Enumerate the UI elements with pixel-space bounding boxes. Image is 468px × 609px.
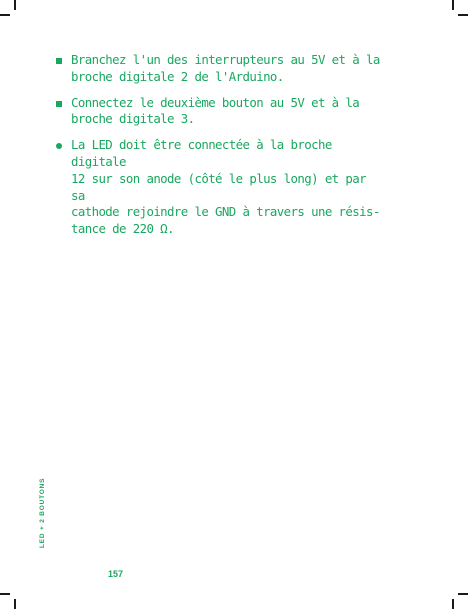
crop-mark-top-right-h [458, 14, 468, 16]
crop-mark-top-left-v [14, 0, 16, 10]
bullet-text-line: La LED doit être connectée à la broche digitale [71, 137, 339, 169]
list-item [56, 52, 386, 86]
crop-mark-top-right-v [452, 0, 454, 10]
page-number: 157 [108, 569, 124, 579]
crop-mark-bottom-left-v [14, 599, 16, 609]
crop-mark-bottom-left-h [0, 593, 10, 595]
running-header: LED + 2 BOUTONS [39, 477, 46, 548]
square-bullet-icon [56, 58, 62, 64]
list-item [56, 137, 386, 238]
crop-mark-top-left-h [0, 14, 10, 16]
square-bullet-icon [56, 101, 62, 107]
bullet-text-line: Branchez l'un des interrupteurs au 5V et à la [71, 52, 380, 67]
bullet-text-line: Connectez le deuxième bouton au 5V et à la [71, 94, 360, 110]
crop-mark-bottom-right-v [452, 599, 454, 609]
bullet-text-line: tance de 220 Ω. [71, 221, 174, 237]
bullet-text-line: broche digitale 2 de l'Arduino. [71, 68, 284, 84]
round-bullet-icon [56, 143, 62, 149]
instruction-list [56, 52, 386, 247]
bullet-text-line: broche digitale 3. [71, 111, 195, 127]
bullet-text-line: cathode rejoindre le GND à travers une résis- [71, 204, 380, 220]
bullet-text-line: 12 sur son anode (côté le plus long) et par sa [71, 170, 373, 203]
crop-mark-bottom-right-h [458, 593, 468, 595]
list-item [56, 95, 386, 129]
